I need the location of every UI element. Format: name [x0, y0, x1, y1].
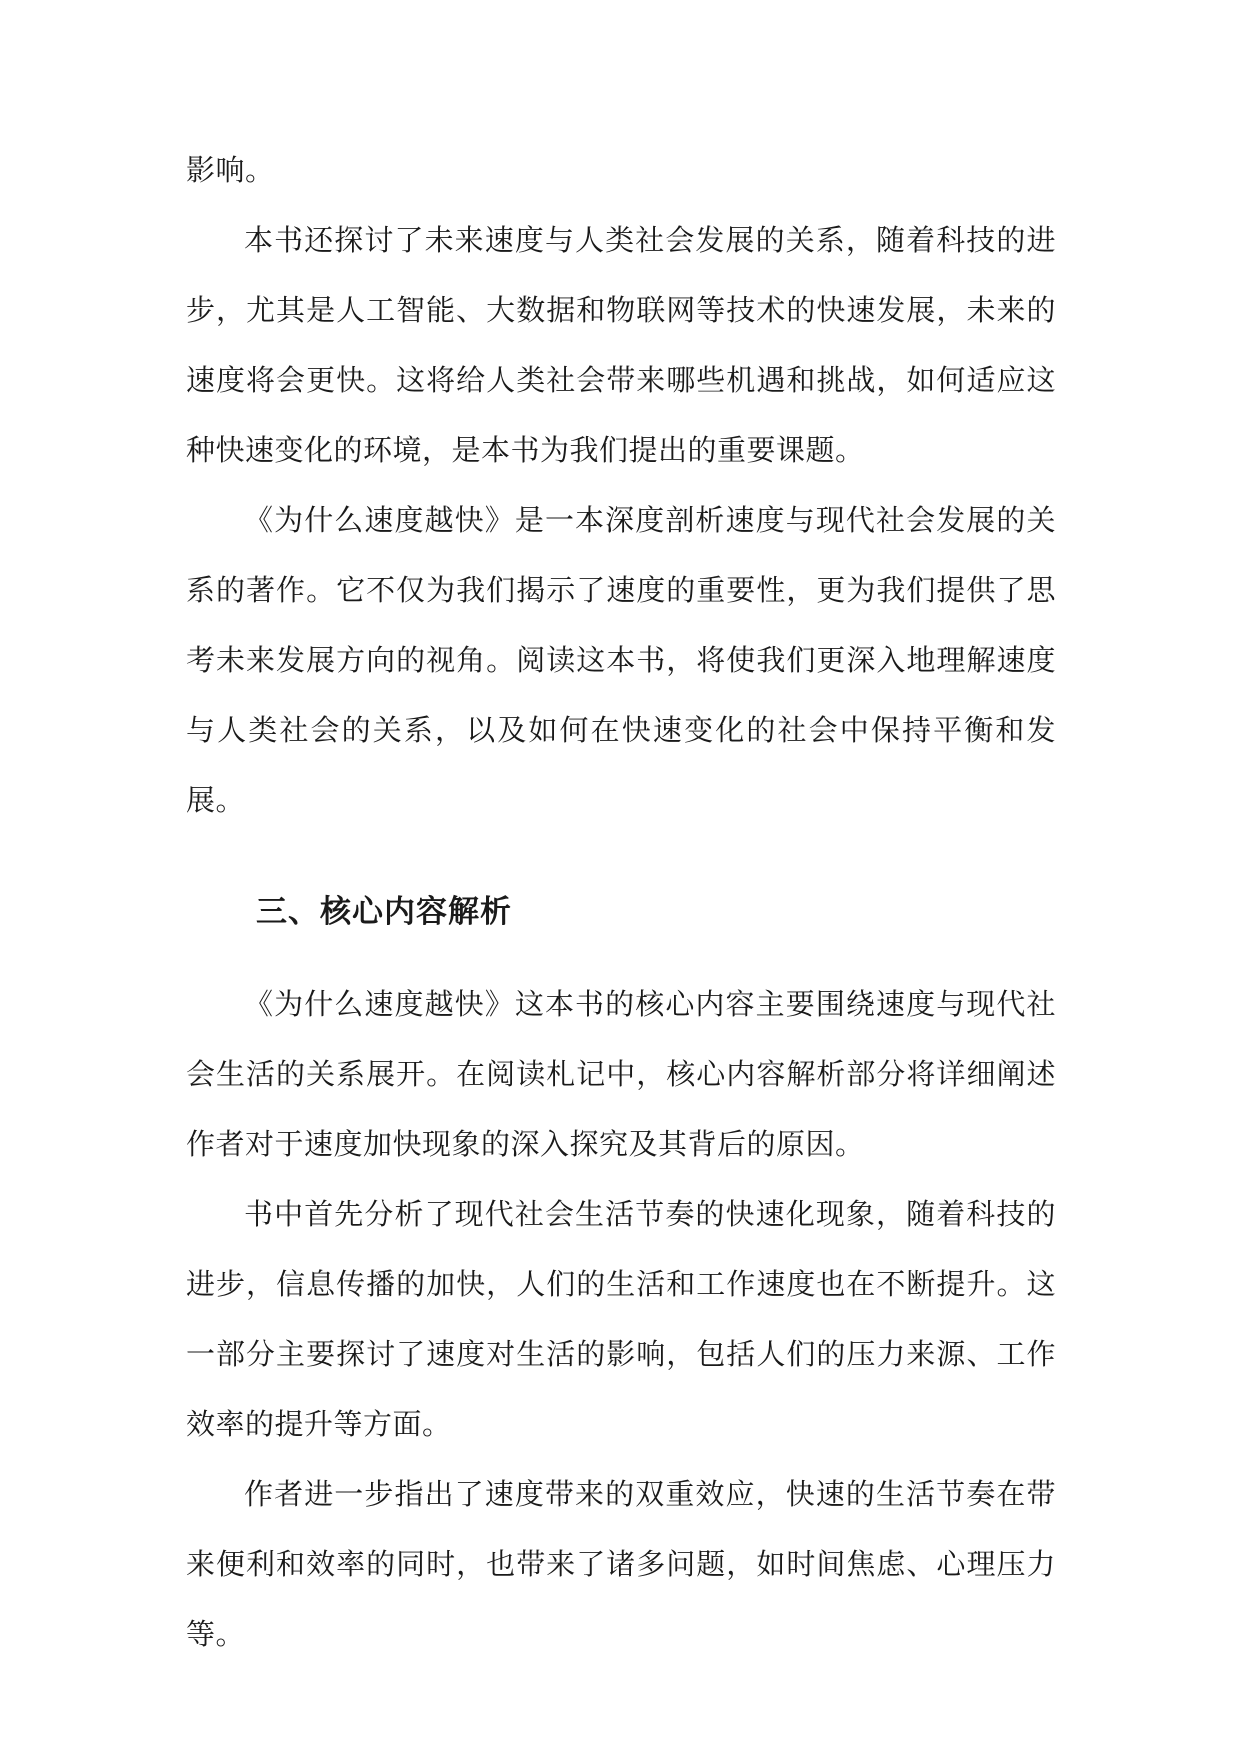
paragraph-double-effect: 作者进一步指出了速度带来的双重效应，快速的生活节奏在带来便利和效率的同时，也带来了诸多问题，如时间焦虑、心理压力等。 [186, 1477, 1056, 1651]
paragraph-continuation: 影响。 [186, 153, 275, 187]
paragraph-core-content: 《为什么速度越快》这本书的核心内容主要围绕速度与现代社会生活的关系展开。在阅读札记中，核心内容解析部分将详细阐述作者对于速度加快现象的深入探究及其背后的原因。 [186, 987, 1056, 1161]
paragraph-book-summary: 《为什么速度越快》是一本深度剖析速度与现代社会发展的关系的著作。它不仅为我们揭示了速度的重要性，更为我们提供了思考未来发展方向的视角。阅读这本书，将使我们更深入地理解速度与人类社会的关系，以及如何在快速变化的社会中保持平衡和发展。 [186, 503, 1056, 817]
document-page [186, 135, 1056, 1669]
paragraph-life-rhythm: 书中首先分析了现代社会生活节奏的快速化现象，随着科技的进步，信息传播的加快，人们的生活和工作速度也在不断提升。这一部分主要探讨了速度对生活的影响，包括人们的压力来源、工作效率的提升等方面。 [186, 1197, 1056, 1441]
section-heading: 三、核心内容解析 [256, 894, 512, 930]
paragraph-future-speed: 本书还探讨了未来速度与人类社会发展的关系，随着科技的进步，尤其是人工智能、大数据和物联网等技术的快速发展，未来的速度将会更快。这将给人类社会带来哪些机遇和挑战，如何适应这种快速变化的环境，是本书为我们提出的重要课题。 [186, 223, 1056, 467]
